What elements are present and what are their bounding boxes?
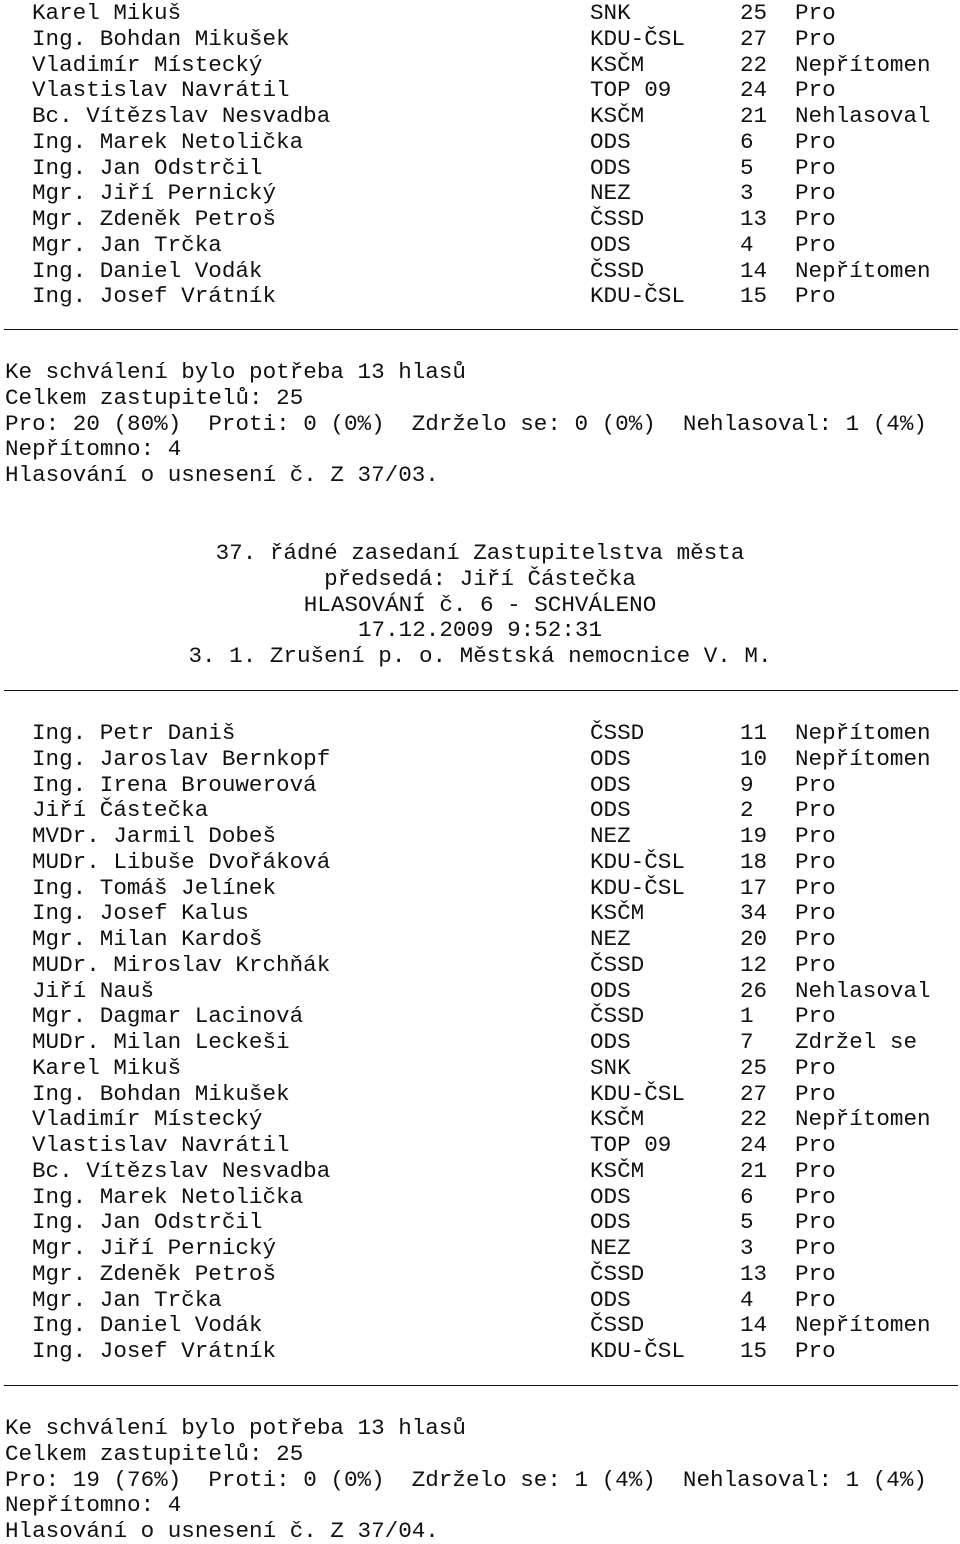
member-name: Bc. Vítězslav Nesvadba — [32, 103, 331, 129]
member-row — [0, 1003, 960, 1029]
member-number: 15 — [740, 1338, 768, 1364]
member-party: KDU-ČSL — [590, 848, 685, 875]
member-name: Jiří Nauš — [32, 977, 155, 1004]
member-name: Mgr. Jiří Pernický — [32, 1235, 277, 1261]
member-name: Mgr. Zdeněk Petroš — [32, 1260, 277, 1287]
member-name: Vladimír Místecký — [32, 51, 263, 78]
member-row — [0, 849, 960, 875]
agenda-item: 3. 1. Zrušení p. o. Městská nemocnice V. M. — [188, 643, 772, 669]
member-vote: Pro — [795, 1235, 836, 1261]
member-party: SNK — [590, 0, 631, 26]
member-number: 21 — [740, 103, 768, 129]
member-party: KSČM — [590, 103, 645, 129]
member-number: 2 — [740, 797, 754, 824]
member-number: 3 — [740, 180, 754, 207]
member-name: Ing. Marek Netolička — [32, 128, 304, 155]
member-party: NEZ — [590, 823, 631, 849]
divider — [4, 690, 958, 691]
member-vote: Pro — [795, 848, 836, 875]
member-number: 14 — [740, 1312, 768, 1339]
member-party: ČSSD — [590, 1260, 645, 1287]
member-vote: Nehlasoval — [795, 977, 931, 1004]
member-number: 1 — [740, 1003, 754, 1030]
member-party: KSČM — [590, 1157, 645, 1184]
member-number: 9 — [740, 771, 754, 798]
member-number: 6 — [740, 128, 754, 155]
member-row — [0, 1158, 960, 1184]
member-row — [0, 1287, 960, 1313]
member-number: 13 — [740, 206, 768, 232]
member-party: ODS — [590, 1286, 631, 1313]
member-party: ČSSD — [590, 1003, 645, 1030]
member-number: 22 — [740, 1106, 768, 1133]
member-number: 13 — [740, 1260, 768, 1287]
member-row — [0, 1312, 960, 1338]
member-row — [0, 77, 960, 103]
member-name: Ing. Jaroslav Bernkopf — [32, 745, 331, 772]
member-vote: Nepřítomen — [795, 1106, 931, 1133]
member-row — [0, 1235, 960, 1261]
member-number: 11 — [740, 720, 768, 746]
member-vote: Pro — [795, 0, 836, 26]
member-name: Vlastislav Navrátil — [32, 77, 290, 104]
member-number: 22 — [740, 51, 768, 78]
member-vote: Nepřítomen — [795, 51, 931, 78]
member-vote: Pro — [795, 1338, 836, 1364]
member-vote: Pro — [795, 206, 836, 232]
member-name: Mgr. Milan Kardoš — [32, 926, 263, 952]
member-name: MUDr. Milan Leckeši — [32, 1029, 290, 1055]
member-party: NEZ — [590, 926, 631, 952]
member-party: KSČM — [590, 1106, 645, 1133]
member-number: 19 — [740, 823, 768, 849]
member-vote: Pro — [795, 231, 836, 258]
member-row — [0, 978, 960, 1004]
vote-result-title: HLASOVÁNÍ č. 6 - SCHVÁLENO — [303, 591, 657, 618]
member-party: ODS — [590, 128, 631, 155]
member-number: 4 — [740, 1286, 754, 1313]
member-vote: Pro — [795, 1054, 836, 1081]
member-name: Ing. Josef Vrátník — [32, 1338, 277, 1364]
vote-datetime: 17.12.2009 9:52:31 — [357, 617, 603, 644]
member-vote: Pro — [795, 1132, 836, 1158]
member-party: ODS — [590, 1029, 631, 1055]
member-number: 34 — [740, 900, 768, 927]
member-party: ODS — [590, 1209, 631, 1236]
resolution-line: Hlasování o usnesení č. Z 37/03. — [5, 462, 439, 488]
member-number: 27 — [740, 1080, 768, 1107]
divider — [4, 329, 958, 330]
member-vote: Pro — [795, 951, 836, 978]
total-members-line: Celkem zastupitelů: 25 — [5, 1440, 304, 1467]
member-party: ODS — [590, 745, 631, 772]
member-row — [0, 26, 960, 52]
member-party: KDU-ČSL — [590, 1080, 685, 1107]
member-name: Ing. Jan Odstrčil — [32, 154, 263, 181]
member-name: Ing. Josef Vrátník — [32, 283, 277, 310]
member-number: 3 — [740, 1235, 754, 1261]
member-name: Ing. Petr Daniš — [32, 720, 236, 746]
required-votes-line: Ke schválení bylo potřeba 13 hlasů — [5, 1415, 466, 1441]
member-vote: Pro — [795, 1260, 836, 1287]
member-party: TOP 09 — [590, 1132, 672, 1158]
member-party: ODS — [590, 231, 631, 258]
member-row — [0, 823, 960, 849]
member-vote: Pro — [795, 1157, 836, 1184]
member-number: 12 — [740, 951, 768, 978]
member-vote: Pro — [795, 1286, 836, 1313]
member-vote: Pro — [795, 1003, 836, 1030]
member-row — [0, 952, 960, 978]
member-vote: Pro — [795, 283, 836, 310]
vote-counts-line: Pro: 19 (76%) Proti: 0 (0%) Zdrželo se: 1 (4%) Nehlasoval: 1 (4%) — [5, 1466, 927, 1493]
member-party: ODS — [590, 154, 631, 181]
member-vote: Pro — [795, 128, 836, 155]
member-row — [0, 283, 960, 309]
member-party: KDU-ČSL — [590, 283, 685, 310]
member-number: 20 — [740, 926, 768, 952]
member-vote: Pro — [795, 1183, 836, 1210]
member-vote: Pro — [795, 797, 836, 824]
member-name: Ing. Daniel Vodák — [32, 1312, 263, 1339]
member-name: Karel Mikuš — [32, 0, 182, 26]
member-number: 5 — [740, 154, 754, 181]
member-row — [0, 772, 960, 798]
member-row — [0, 206, 960, 232]
member-name: Ing. Josef Kalus — [32, 900, 249, 927]
member-row — [0, 720, 960, 746]
vote-counts-line: Pro: 20 (80%) Proti: 0 (0%) Zdrželo se: 0 (0%) Nehlasoval: 1 (4%) — [5, 410, 927, 437]
member-row — [0, 875, 960, 901]
member-party: NEZ — [590, 1235, 631, 1261]
member-row — [0, 180, 960, 206]
member-name: Ing. Marek Netolička — [32, 1183, 304, 1210]
member-party: KDU-ČSL — [590, 1338, 685, 1364]
member-name: Ing. Daniel Vodák — [32, 257, 263, 284]
member-row — [0, 1261, 960, 1287]
member-name: MUDr. Libuše Dvořáková — [32, 848, 331, 875]
member-vote: Pro — [795, 25, 836, 52]
member-vote: Pro — [795, 900, 836, 927]
member-number: 24 — [740, 77, 768, 104]
member-vote: Nepřítomen — [795, 745, 931, 772]
member-vote: Zdržel se — [795, 1029, 918, 1055]
member-name: Ing. Tomáš Jelínek — [32, 874, 277, 901]
member-row — [0, 1081, 960, 1107]
member-vote: Pro — [795, 771, 836, 798]
member-vote: Nepřítomen — [795, 257, 931, 284]
member-vote: Nepřítomen — [795, 720, 931, 746]
member-name: Mgr. Zdeněk Petroš — [32, 206, 277, 232]
member-party: ČSSD — [590, 720, 645, 746]
member-number: 21 — [740, 1157, 768, 1184]
member-party: ODS — [590, 797, 631, 824]
member-party: ČSSD — [590, 206, 645, 232]
member-number: 26 — [740, 977, 768, 1004]
member-row — [0, 52, 960, 78]
member-name: Mgr. Jan Trčka — [32, 231, 222, 258]
member-name: Jiří Částečka — [32, 797, 209, 824]
member-row — [0, 1029, 960, 1055]
member-number: 27 — [740, 25, 768, 52]
member-party: ODS — [590, 771, 631, 798]
member-vote: Pro — [795, 77, 836, 104]
member-row — [0, 0, 960, 26]
member-row — [0, 1338, 960, 1364]
member-row — [0, 797, 960, 823]
member-number: 15 — [740, 283, 768, 310]
member-number: 14 — [740, 257, 768, 284]
member-party: KDU-ČSL — [590, 874, 685, 901]
member-row — [0, 900, 960, 926]
member-party: ČSSD — [590, 951, 645, 978]
member-row — [0, 103, 960, 129]
absent-line: Nepřítomno: 4 — [5, 436, 182, 463]
chair-line: předsedá: Jiří Částečka — [324, 565, 636, 592]
member-row — [0, 1209, 960, 1235]
member-party: KSČM — [590, 51, 645, 78]
member-name: Mgr. Dagmar Lacinová — [32, 1003, 304, 1030]
member-row — [0, 232, 960, 258]
member-party: NEZ — [590, 180, 631, 207]
member-party: ODS — [590, 1183, 631, 1210]
member-name: Vladimír Místecký — [32, 1106, 263, 1133]
member-vote: Nepřítomen — [795, 1312, 931, 1339]
member-row — [0, 926, 960, 952]
member-number: 25 — [740, 1054, 768, 1081]
member-row — [0, 258, 960, 284]
member-number: 4 — [740, 231, 754, 258]
member-vote: Pro — [795, 1209, 836, 1236]
resolution-line: Hlasování o usnesení č. Z 37/04. — [5, 1518, 439, 1544]
member-party: KSČM — [590, 900, 645, 927]
member-name: Mgr. Jiří Pernický — [32, 180, 277, 207]
member-name: Bc. Vítězslav Nesvadba — [32, 1157, 331, 1184]
member-name: Ing. Bohdan Mikušek — [32, 25, 290, 52]
required-votes-line: Ke schválení bylo potřeba 13 hlasů — [5, 359, 466, 385]
member-party: ODS — [590, 977, 631, 1004]
member-name: Karel Mikuš — [32, 1054, 182, 1081]
member-name: Vlastislav Navrátil — [32, 1132, 290, 1158]
member-vote: Pro — [795, 154, 836, 181]
member-row — [0, 129, 960, 155]
member-vote: Nehlasoval — [795, 103, 931, 129]
member-row — [0, 1106, 960, 1132]
member-vote: Pro — [795, 874, 836, 901]
member-name: Ing. Jan Odstrčil — [32, 1209, 263, 1236]
member-name: Ing. Irena Brouwerová — [32, 771, 317, 798]
member-name: MUDr. Miroslav Krchňák — [32, 951, 331, 978]
member-vote: Pro — [795, 180, 836, 207]
total-members-line: Celkem zastupitelů: 25 — [5, 384, 304, 411]
member-number: 18 — [740, 848, 768, 875]
member-number: 6 — [740, 1183, 754, 1210]
member-name: Mgr. Jan Trčka — [32, 1286, 222, 1313]
member-party: ČSSD — [590, 257, 645, 284]
member-row — [0, 1132, 960, 1158]
member-number: 10 — [740, 745, 768, 772]
member-party: ČSSD — [590, 1312, 645, 1339]
divider — [4, 1385, 958, 1386]
member-name: MVDr. Jarmil Dobeš — [32, 823, 277, 849]
member-number: 24 — [740, 1132, 768, 1158]
member-party: KDU-ČSL — [590, 25, 685, 52]
member-row — [0, 1184, 960, 1210]
member-vote: Pro — [795, 1080, 836, 1107]
member-vote: Pro — [795, 823, 836, 849]
absent-line: Nepřítomno: 4 — [5, 1492, 182, 1519]
member-number: 7 — [740, 1029, 754, 1055]
member-row — [0, 746, 960, 772]
member-name: Ing. Bohdan Mikušek — [32, 1080, 290, 1107]
member-row — [0, 155, 960, 181]
member-row — [0, 1055, 960, 1081]
member-number: 5 — [740, 1209, 754, 1236]
session-title: 37. řádné zasedaní Zastupitelstva města — [215, 540, 745, 566]
member-number: 25 — [740, 0, 768, 26]
member-party: SNK — [590, 1054, 631, 1081]
member-number: 17 — [740, 874, 768, 901]
member-vote: Pro — [795, 926, 836, 952]
member-party: TOP 09 — [590, 77, 672, 104]
